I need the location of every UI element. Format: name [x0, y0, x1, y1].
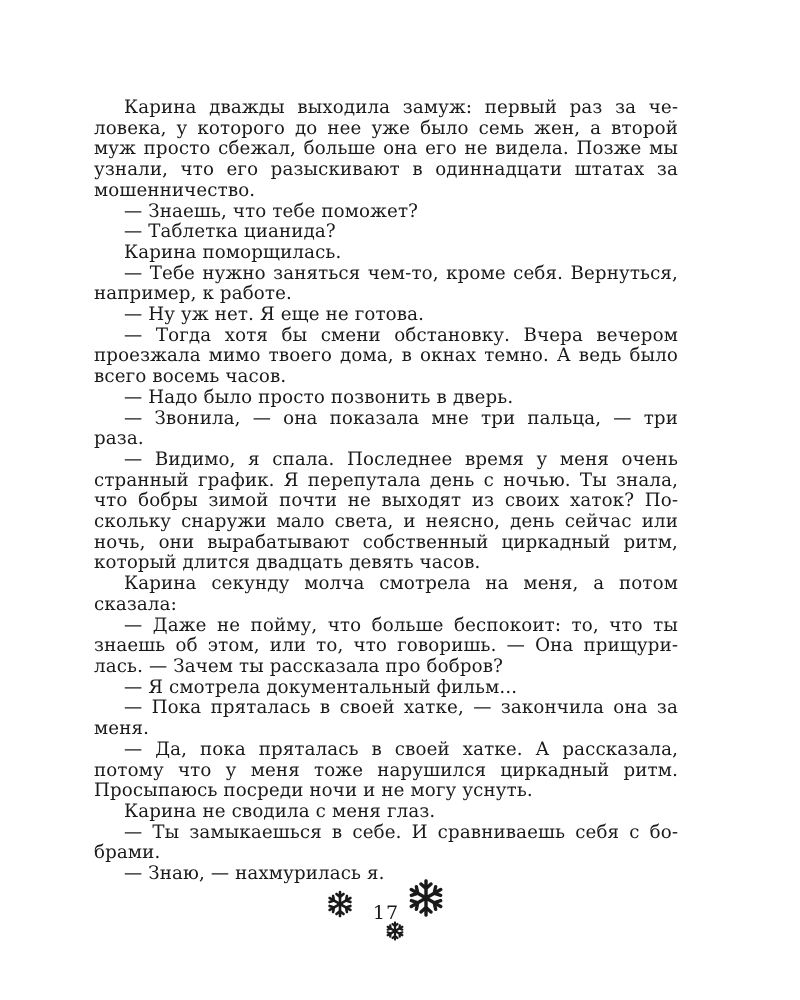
paragraph: — Ну уж нет. Я еще не готова.: [124, 304, 425, 326]
paragraph: — Надо было просто позвонить в дверь.: [124, 386, 514, 408]
paragraph: — Даже не пойму, что больше беспокоит: то, что ты знаешь об этом, или то, что говоришь. — Она прищурилась. — Зачем ты рассказала про бобров?: [94, 614, 678, 677]
paragraph: — Тебе нужно заняться чем-то, кроме себя. Вернуться, например, к работе.: [94, 262, 678, 305]
paragraph: — Тогда хотя бы смени обстановку. Вчера вечером проезжала мимо твоего дома, в окнах темно. А ведь было всего восемь часов.: [94, 324, 678, 388]
paragraph: — Звонила, — она показала мне три пальца, — три раза.: [94, 407, 678, 450]
snowflake-icon: [385, 921, 405, 941]
paragraph: — Знаешь, что тебе поможет?: [124, 200, 419, 222]
page-body-text: [94, 98, 678, 885]
snowflake-icon: [326, 890, 354, 918]
page-number: 17: [372, 902, 400, 924]
paragraph: — Пока пряталась в своей хатке, — закончила она за меня.: [94, 697, 678, 740]
paragraph: — Таблетка цианида?: [124, 221, 336, 243]
paragraph: — Видимо, я спала. Последнее время у меня очень странный график. Я перепутала день с ночью. Ты знала, что бобры зимой почти не выходят из своих хаток? Поскольку снаружи мало света, и неясно, день сейчас или ночь, они вырабатывают собственный циркадный ритм, который длится двадцать девять часов.: [94, 448, 678, 574]
paragraph: — Ты замыкаешься в себе. И сравниваешь себя с бобрами.: [94, 821, 678, 864]
paragraph: Карина секунду молча смотрела на меня, а потом сказала:: [94, 573, 678, 615]
paragraph: Карина не сводила с меня глаз.: [124, 800, 436, 822]
paragraph: — Я смотрела документальный фильм...: [124, 676, 518, 698]
paragraph: — Да, пока пряталась в своей хатке. А рассказала, потому что у меня тоже нарушился циркадный ритм. Просыпаюсь посреди ночи и не могу уснуть.: [94, 738, 678, 802]
paragraph: Карина дважды выходила замуж: первый раз за человека, у которого до нее уже было семь жен, а второй муж просто сбежал, больше она его не видела. Позже мы узнали, что его разыскивают в одиннадцати штатах за мошенничество.: [94, 97, 678, 201]
paragraph: Карина поморщилась.: [124, 241, 342, 263]
paragraph: — Знаю, — нахмурилась я.: [124, 863, 385, 885]
